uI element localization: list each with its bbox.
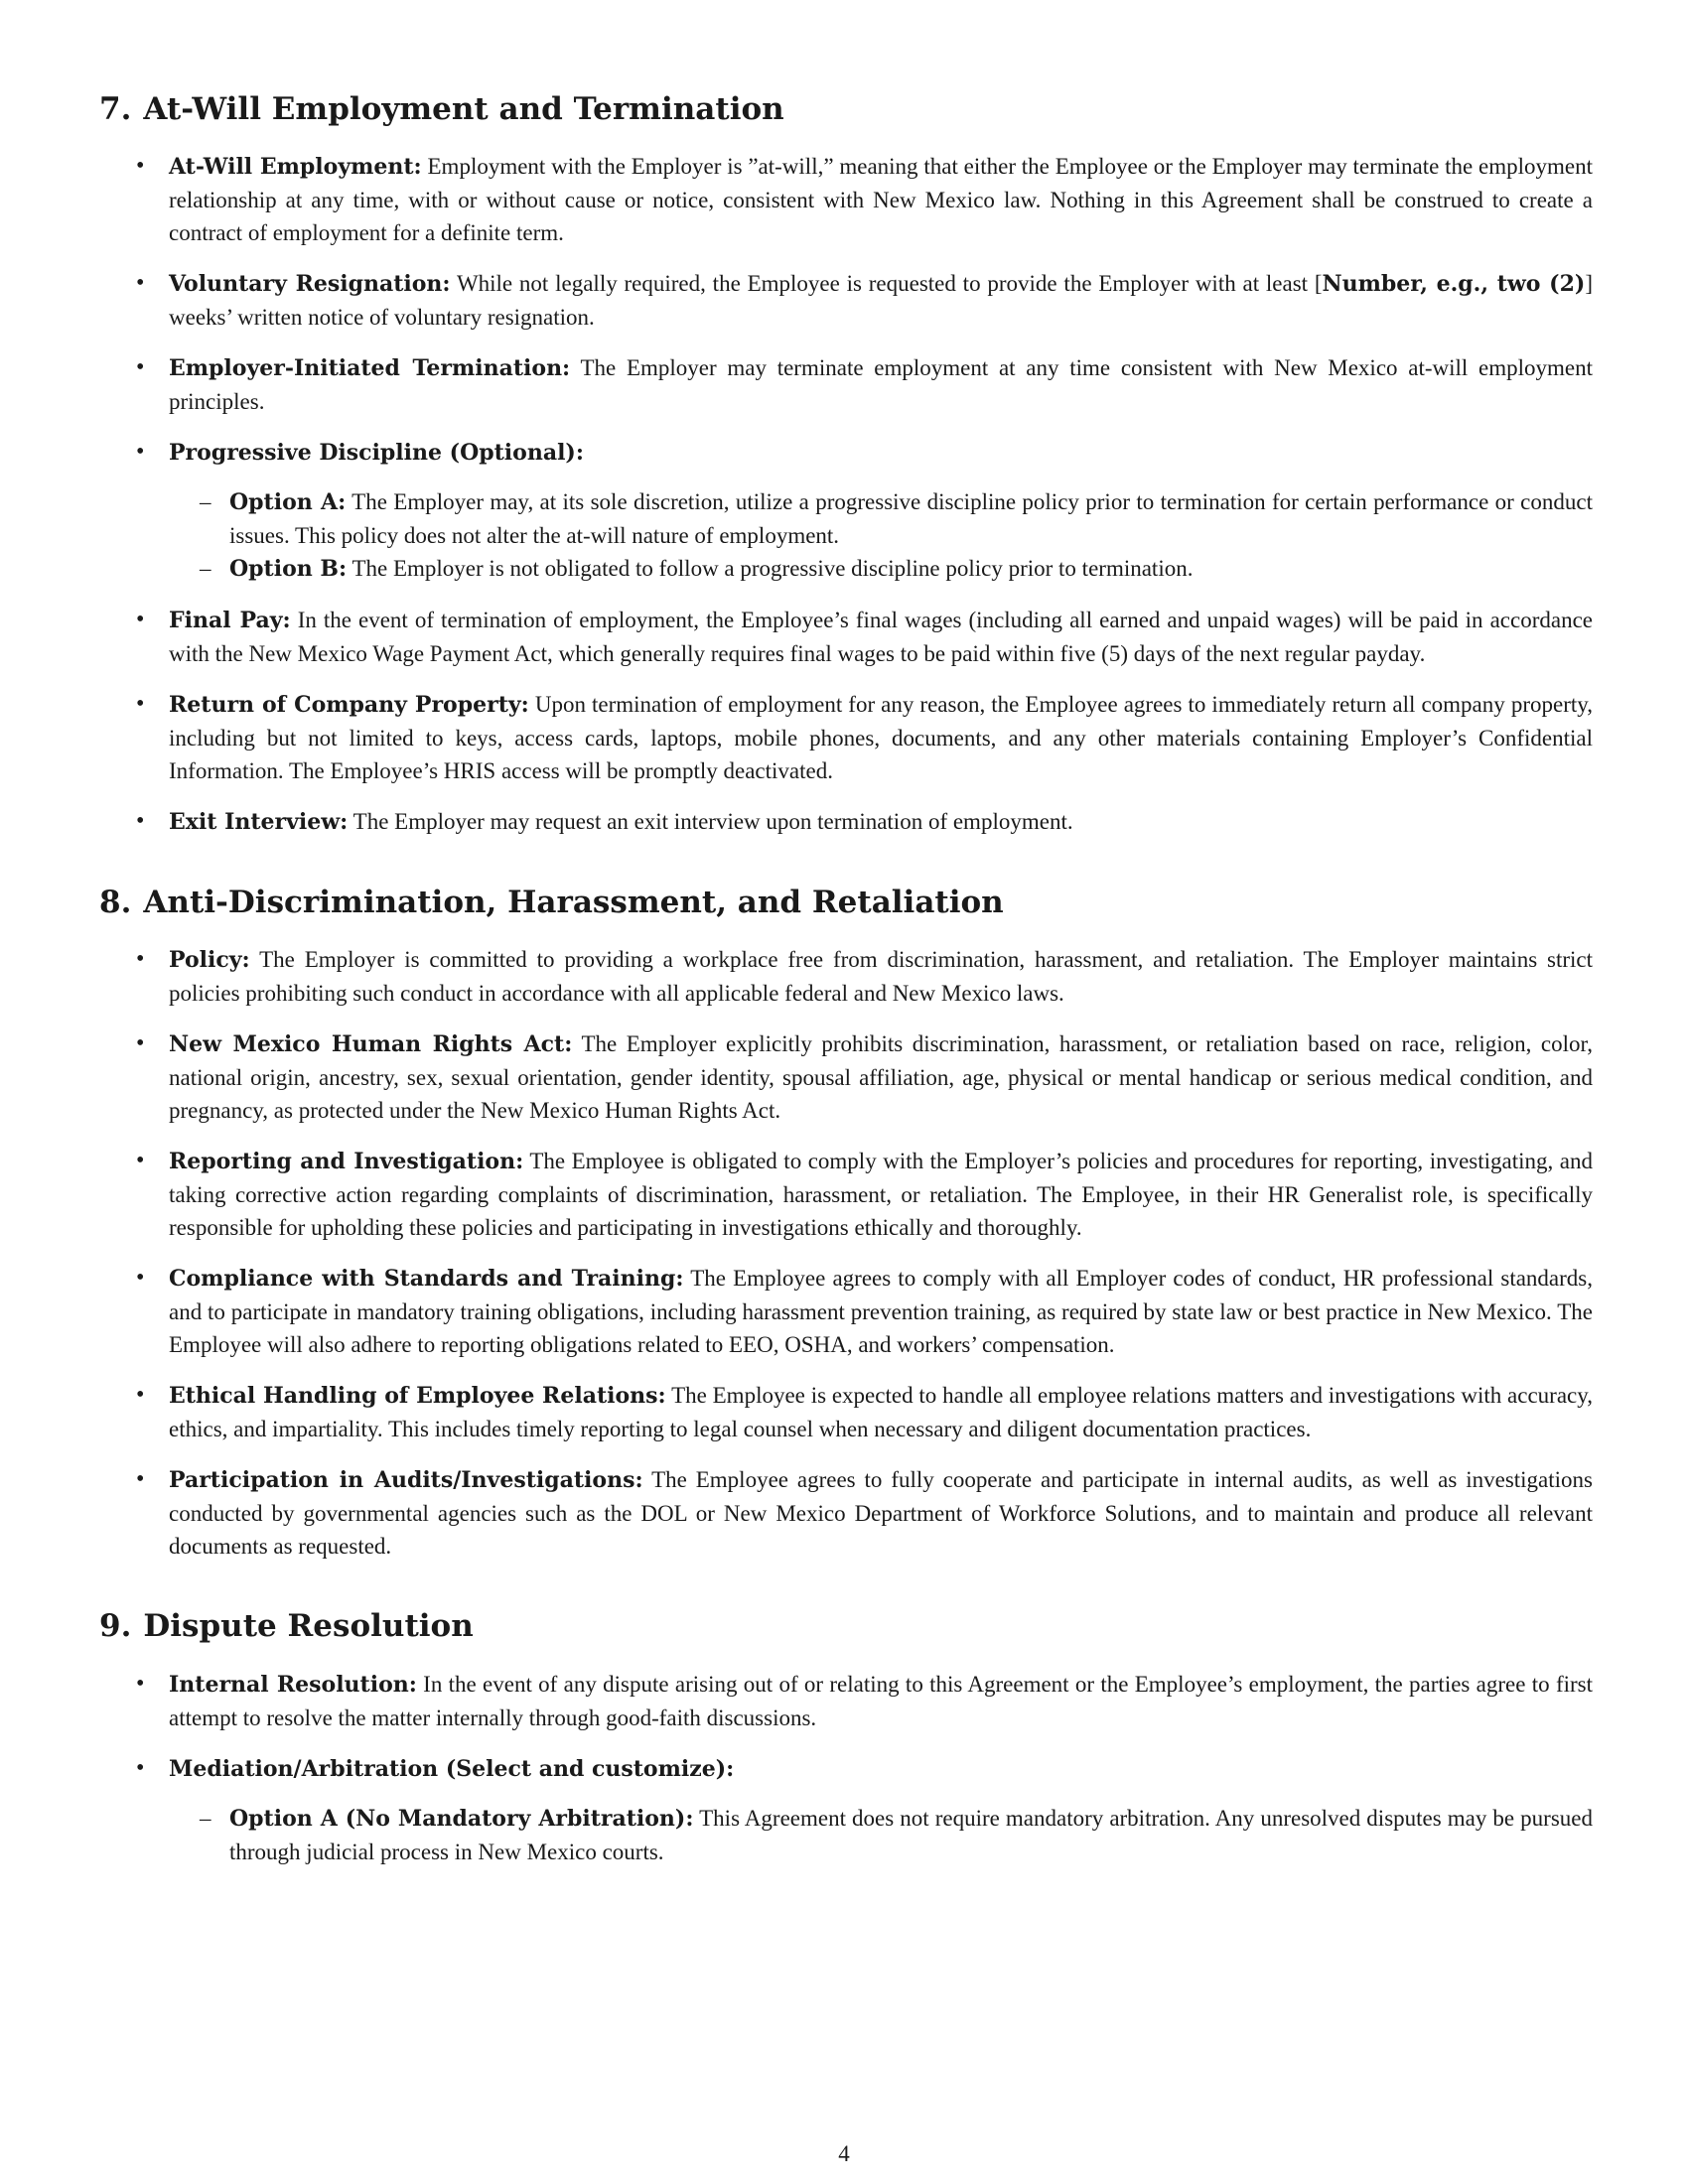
section-7 [99, 91, 1593, 839]
list-item: • Return of Company Property: Upon termination of employment for any reason, the Employee agrees to immediately return all company property, including but not limited to keys, access cards, laptops, mobile phones, documents, and any other materials containing Employer’s Confidential Information. The Employee’s HRIS access will be promptly deactivated. [99, 688, 1593, 787]
section-heading: 7. At-Will Employment and Termination [99, 91, 784, 127]
sub-list [169, 485, 1593, 586]
list-item: • New Mexico Human Rights Act: The Employer explicitly prohibits discrimination, harassment, or retaliation based on race, religion, color, national origin, ancestry, sex, sexual orientation, gender identity, spousal affiliation, age, physical or mental handicap or serious medical condition, and pregnancy, as protected under the New Mexico Human Rights Act. [99, 1027, 1593, 1127]
list-item: • Voluntary Resignation: While not legally required, the Employee is requested to provide the Employer with at least [Number, e.g., two (2)] weeks’ written notice of voluntary resignation. [99, 267, 1593, 334]
section-heading: 8. Anti-Discrimination, Harassment, and Retaliation [99, 885, 1004, 921]
document-page [99, 91, 1593, 1914]
sub-list-item: – Option B: The Employer is not obligated to follow a progressive discipline policy prior to termination. [169, 552, 1593, 586]
sub-list-item: – Option A (No Mandatory Arbitration): This Agreement does not require mandatory arbitration. Any unresolved disputes may be pursued through judicial process in New Mexico courts. [169, 1802, 1593, 1868]
list-item: • Exit Interview: The Employer may request an exit interview upon termination of employment. [99, 805, 1593, 839]
bullet-list [99, 150, 1593, 839]
list-item: • At-Will Employment: Employment with the Employer is ”at-will,” meaning that either the Employee or the Employer may terminate the employment relationship at any time, with or without cause or notice, consistent with New Mexico law. Nothing in this Agreement shall be construed to create a contract of employment for a definite term. [99, 150, 1593, 249]
section-9 [99, 1608, 1593, 1867]
sub-list-item: – Option A: The Employer may, at its sole discretion, utilize a progressive discipline policy prior to termination for certain performance or conduct issues. This policy does not alter the at-will nature of employment. [169, 485, 1593, 552]
list-item: • Mediation/Arbitration (Select and customize): – Option A (No Mandatory Arbitration): This Agreement does not require mandatory arbitration. Any unresolved disputes may be pursued through judicial process in New Mexico courts. [99, 1752, 1593, 1868]
list-item: • Progressive Discipline (Optional): – Option A: The Employer may, at its sole discretion, utilize a progressive discipline policy prior to termination for certain performance or conduct issues. This policy does not alter the at-will nature of employment. – Option B: The Employer is not obligated to follow a progressive discipline policy prior to termination. [99, 436, 1593, 586]
list-item: • Internal Resolution: In the event of any dispute arising out of or relating to this Agreement or the Employee’s employment, the parties agree to first attempt to resolve the matter internally through good-faith discussions. [99, 1668, 1593, 1734]
list-item: • Policy: The Employer is committed to providing a workplace free from discrimination, harassment, and retaliation. The Employer maintains strict policies prohibiting such conduct in accordance with all applicable federal and New Mexico laws. [99, 943, 1593, 1010]
list-item: • Ethical Handling of Employee Relations: The Employee is expected to handle all employee relations matters and investigations with accuracy, ethics, and impartiality. This includes timely reporting to legal counsel when necessary and diligent documentation practices. [99, 1379, 1593, 1445]
page-number: 4 [838, 2141, 850, 2166]
list-item: • Participation in Audits/Investigations: The Employee agrees to fully cooperate and participate in internal audits, as well as investigations conducted by governmental agencies such as the DOL or New Mexico Department of Workforce Solutions, and to maintain and produce all relevant documents as requested. [99, 1463, 1593, 1563]
section-heading: 9. Dispute Resolution [99, 1608, 474, 1645]
list-item: • Employer-Initiated Termination: The Employer may terminate employment at any time consistent with New Mexico at-will employment principles. [99, 351, 1593, 418]
section-8 [99, 885, 1593, 1563]
list-item: • Final Pay: In the event of termination of employment, the Employee’s final wages (including all earned and unpaid wages) will be paid in accordance with the New Mexico Wage Payment Act, which generally requires final wages to be paid within five (5) days of the next regular payday. [99, 604, 1593, 670]
list-item: • Reporting and Investigation: The Employee is obligated to comply with the Employer’s policies and procedures for reporting, investigating, and taking corrective action regarding complaints of discrimination, harassment, or retaliation. The Employee, in their HR Generalist role, is specifically responsible for upholding these policies and participating in investigations ethically and thoroughly. [99, 1145, 1593, 1244]
sub-list [169, 1802, 1593, 1868]
bullet-list [99, 943, 1593, 1563]
bullet-list [99, 1668, 1593, 1868]
list-item: • Compliance with Standards and Training: The Employee agrees to comply with all Employer codes of conduct, HR professional standards, and to participate in mandatory training obligations, including harassment prevention training, as required by state law or best practice in New Mexico. The Employee will also adhere to reporting obligations related to EEO, OSHA, and workers’ compensation. [99, 1262, 1593, 1361]
